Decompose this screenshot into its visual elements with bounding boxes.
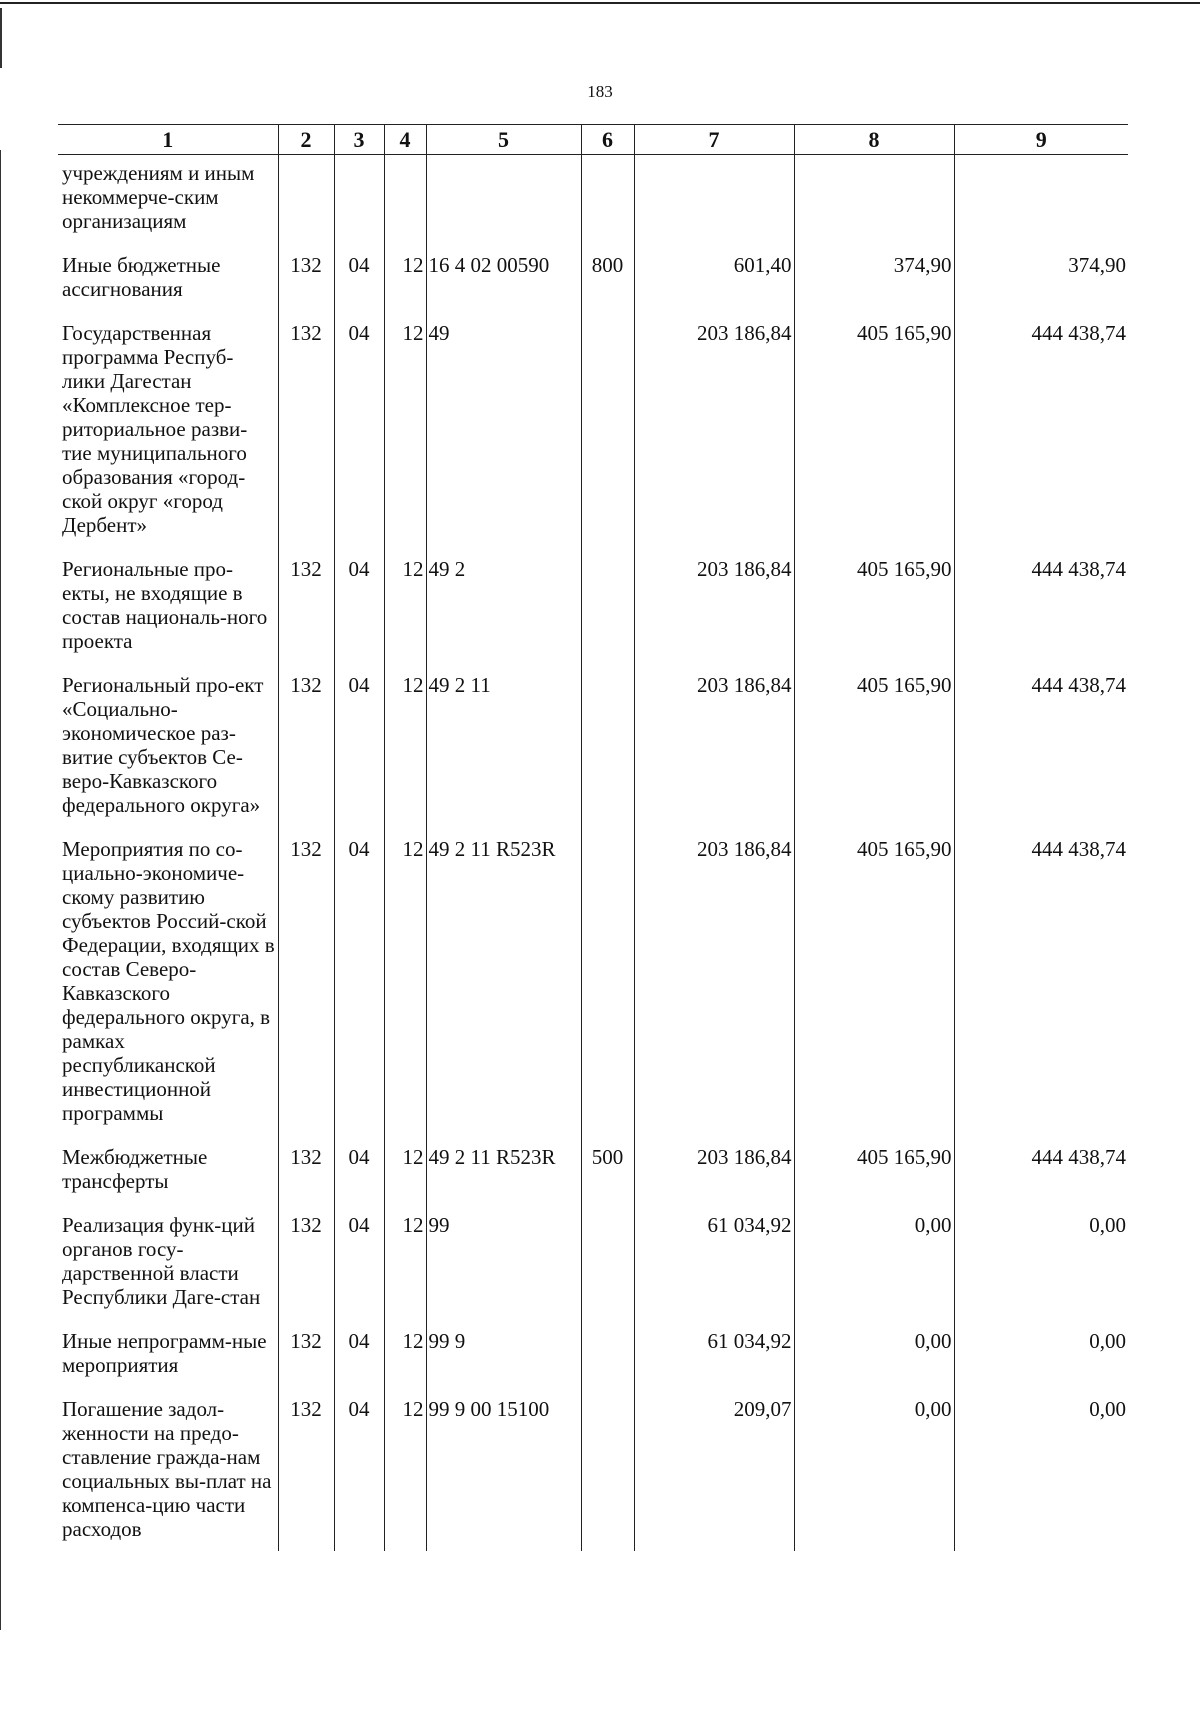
item-name: Межбюджетные трансферты bbox=[62, 1145, 208, 1193]
subsection-code: 12 bbox=[384, 837, 426, 1145]
amount-col-7: 601,40 bbox=[634, 253, 794, 321]
expense-type-code bbox=[581, 557, 634, 673]
amount-col-9: 0,00 bbox=[954, 1213, 1128, 1329]
section-code: 04 bbox=[334, 253, 384, 321]
column-header: 1 bbox=[58, 125, 278, 155]
scan-margin-mark bbox=[0, 8, 2, 68]
table-row bbox=[58, 1213, 1128, 1329]
section-code bbox=[334, 155, 384, 254]
item-name: учреждениям и иным некоммерче-ским организациям bbox=[62, 161, 255, 233]
target-article-code: 49 bbox=[426, 321, 581, 557]
section-code: 04 bbox=[334, 321, 384, 557]
amount-col-7 bbox=[634, 155, 794, 254]
amount-col-9: 444 438,74 bbox=[954, 1145, 1128, 1213]
target-article-code: 16 4 02 00590 bbox=[426, 253, 581, 321]
amount-col-9: 0,00 bbox=[954, 1397, 1128, 1551]
amount-col-7: 61 034,92 bbox=[634, 1329, 794, 1397]
expense-type-code bbox=[581, 673, 634, 837]
ministry-code: 132 bbox=[278, 557, 334, 673]
table-row bbox=[58, 321, 1128, 557]
section-code: 04 bbox=[334, 1145, 384, 1213]
column-header: 8 bbox=[794, 125, 954, 155]
amount-col-9: 444 438,74 bbox=[954, 837, 1128, 1145]
amount-col-8: 405 165,90 bbox=[794, 557, 954, 673]
ministry-code: 132 bbox=[278, 1145, 334, 1213]
amount-col-7: 203 186,84 bbox=[634, 557, 794, 673]
amount-col-9: 444 438,74 bbox=[954, 673, 1128, 837]
item-name: Иные непрограмм-ные мероприятия bbox=[62, 1329, 267, 1377]
target-article-code: 99 9 bbox=[426, 1329, 581, 1397]
ministry-code bbox=[278, 155, 334, 254]
section-code: 04 bbox=[334, 1397, 384, 1551]
table-row bbox=[58, 155, 1128, 254]
column-header: 6 bbox=[581, 125, 634, 155]
table-body bbox=[58, 155, 1128, 1552]
target-article-code: 99 9 00 15100 bbox=[426, 1397, 581, 1551]
item-name: Реализация функ-ций органов госу-дарственной власти Республики Даге-стан bbox=[62, 1213, 261, 1309]
target-article-code: 49 2 11 R523R bbox=[426, 1145, 581, 1213]
ministry-code: 132 bbox=[278, 253, 334, 321]
expense-type-code bbox=[581, 321, 634, 557]
table-row bbox=[58, 557, 1128, 673]
subsection-code bbox=[384, 155, 426, 254]
table-row bbox=[58, 673, 1128, 837]
target-article-code: 49 2 11 bbox=[426, 673, 581, 837]
section-code: 04 bbox=[334, 837, 384, 1145]
amount-col-7: 203 186,84 bbox=[634, 673, 794, 837]
table-row bbox=[58, 1329, 1128, 1397]
target-article-code: 49 2 bbox=[426, 557, 581, 673]
expense-type-code bbox=[581, 1329, 634, 1397]
amount-col-8: 405 165,90 bbox=[794, 673, 954, 837]
subsection-code: 12 bbox=[384, 557, 426, 673]
ministry-code: 132 bbox=[278, 1397, 334, 1551]
column-header: 5 bbox=[426, 125, 581, 155]
expense-type-code bbox=[581, 155, 634, 254]
subsection-code: 12 bbox=[384, 1145, 426, 1213]
column-number-row bbox=[58, 125, 1128, 155]
amount-col-9: 374,90 bbox=[954, 253, 1128, 321]
ministry-code: 132 bbox=[278, 1329, 334, 1397]
ministry-code: 132 bbox=[278, 321, 334, 557]
amount-col-7: 203 186,84 bbox=[634, 837, 794, 1145]
column-header: 2 bbox=[278, 125, 334, 155]
table-row bbox=[58, 253, 1128, 321]
amount-col-8: 405 165,90 bbox=[794, 321, 954, 557]
table-row bbox=[58, 837, 1128, 1145]
subsection-code: 12 bbox=[384, 673, 426, 837]
amount-col-9: 444 438,74 bbox=[954, 557, 1128, 673]
amount-col-8: 0,00 bbox=[794, 1213, 954, 1329]
ministry-code: 132 bbox=[278, 1213, 334, 1329]
budget-table bbox=[58, 124, 1128, 1551]
top-scan-edge bbox=[0, 2, 1200, 4]
expense-type-code bbox=[581, 1397, 634, 1551]
subsection-code: 12 bbox=[384, 253, 426, 321]
item-name: Региональный про-ект «Социально-экономическое раз-витие субъектов Се-веро-Кавказского федерального округа» bbox=[62, 673, 264, 817]
amount-col-8: 405 165,90 bbox=[794, 1145, 954, 1213]
amount-col-7: 203 186,84 bbox=[634, 321, 794, 557]
amount-col-8: 0,00 bbox=[794, 1329, 954, 1397]
subsection-code: 12 bbox=[384, 1397, 426, 1551]
item-name: Мероприятия по со-циально-экономиче-скому развитию субъектов Россий-ской Федерации, входящих в состав Северо-Кавказского федерального округа, в рамках республиканской инвестиционной программы bbox=[62, 837, 275, 1125]
amount-col-9: 0,00 bbox=[954, 1329, 1128, 1397]
expense-type-code bbox=[581, 1213, 634, 1329]
target-article-code: 99 bbox=[426, 1213, 581, 1329]
amount-col-7: 203 186,84 bbox=[634, 1145, 794, 1213]
scan-margin-mark bbox=[0, 150, 1, 1630]
target-article-code: 49 2 11 R523R bbox=[426, 837, 581, 1145]
amount-col-8: 374,90 bbox=[794, 253, 954, 321]
page-number: 183 bbox=[587, 82, 613, 101]
section-code: 04 bbox=[334, 1329, 384, 1397]
item-name: Государственная программа Респуб-лики Дагестан «Комплексное тер-риториальное разви-тие муниципального образования «город-ской округ «город Дербент» bbox=[62, 321, 248, 537]
amount-col-8 bbox=[794, 155, 954, 254]
column-header: 9 bbox=[954, 125, 1128, 155]
amount-col-8: 0,00 bbox=[794, 1397, 954, 1551]
amount-col-9 bbox=[954, 155, 1128, 254]
item-name: Погашение задол-женности на предо-ставление гражда-нам социальных вы-плат на компенса-цию части расходов bbox=[62, 1397, 272, 1541]
subsection-code: 12 bbox=[384, 1329, 426, 1397]
subsection-code: 12 bbox=[384, 1213, 426, 1329]
amount-col-8: 405 165,90 bbox=[794, 837, 954, 1145]
section-code: 04 bbox=[334, 557, 384, 673]
section-code: 04 bbox=[334, 673, 384, 837]
ministry-code: 132 bbox=[278, 673, 334, 837]
item-name: Иные бюджетные ассигнования bbox=[62, 253, 221, 301]
amount-col-7: 61 034,92 bbox=[634, 1213, 794, 1329]
target-article-code bbox=[426, 155, 581, 254]
table-row bbox=[58, 1145, 1128, 1213]
section-code: 04 bbox=[334, 1213, 384, 1329]
expense-type-code: 800 bbox=[581, 253, 634, 321]
ministry-code: 132 bbox=[278, 837, 334, 1145]
column-header: 7 bbox=[634, 125, 794, 155]
expense-type-code bbox=[581, 837, 634, 1145]
subsection-code: 12 bbox=[384, 321, 426, 557]
amount-col-7: 209,07 bbox=[634, 1397, 794, 1551]
amount-col-9: 444 438,74 bbox=[954, 321, 1128, 557]
table-row bbox=[58, 1397, 1128, 1551]
item-name: Региональные про-екты, не входящие в состав националь-ного проекта bbox=[62, 557, 268, 653]
column-header: 4 bbox=[384, 125, 426, 155]
expense-type-code: 500 bbox=[581, 1145, 634, 1213]
column-header: 3 bbox=[334, 125, 384, 155]
